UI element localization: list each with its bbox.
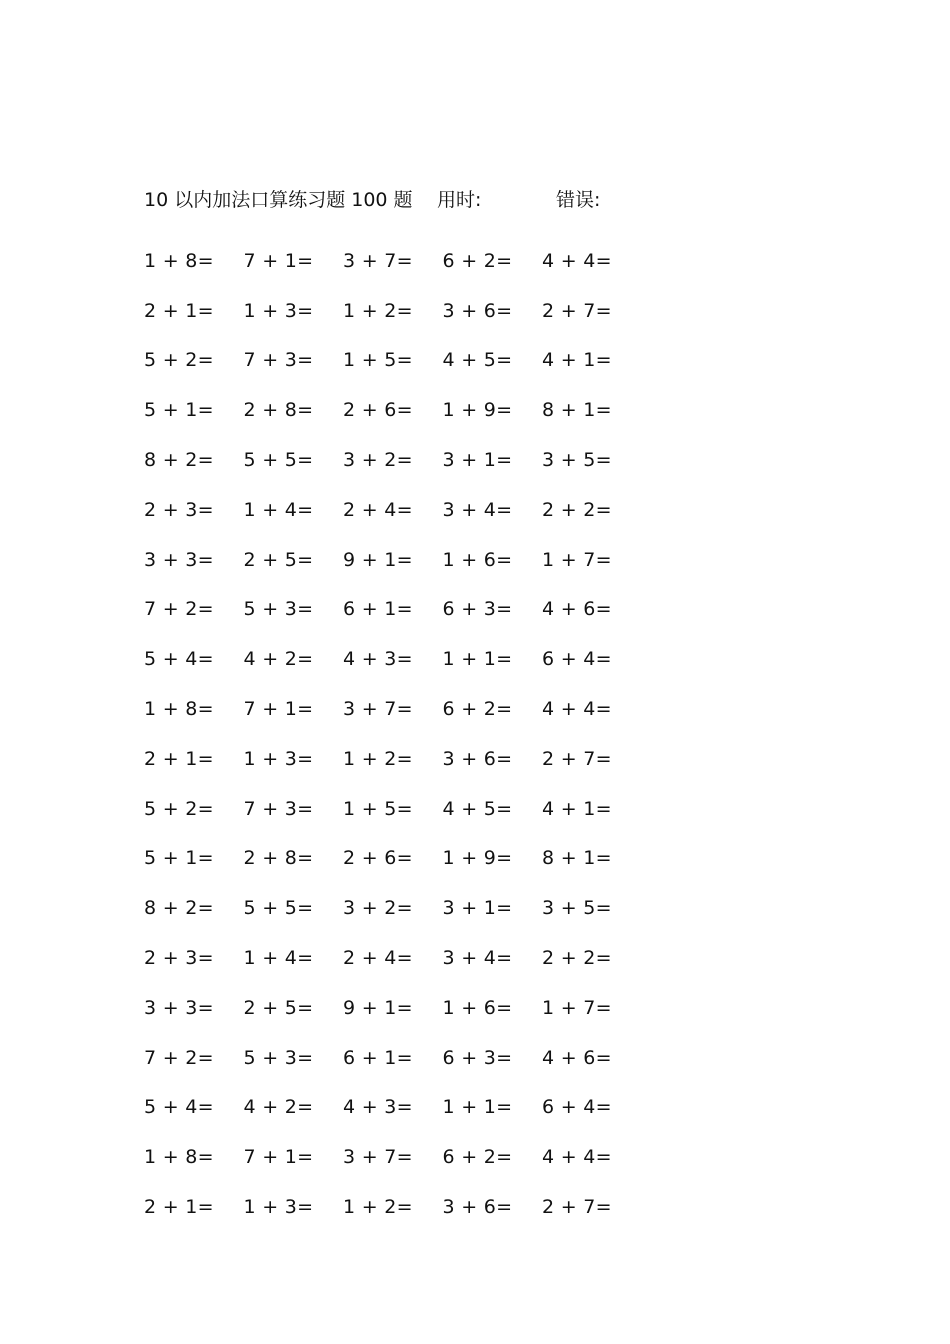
- problem-cell: 9 + 1=: [343, 548, 413, 571]
- problem-cell: 1 + 1=: [442, 1096, 513, 1119]
- problem-cell: 7 + 1=: [243, 1146, 314, 1169]
- problem-cell: 2 + 7=: [542, 747, 612, 770]
- problem-cell: 2 + 4=: [343, 947, 413, 970]
- problem-cell: 2 + 4=: [343, 498, 413, 521]
- problem-cell: 6 + 2=: [442, 249, 513, 272]
- problem-cell: 2 + 6=: [343, 847, 413, 870]
- problem-cell: 3 + 4=: [442, 947, 513, 970]
- problem-cell: 7 + 3=: [243, 349, 314, 372]
- problem-cell: 7 + 1=: [243, 698, 314, 721]
- problem-row: [144, 983, 664, 1033]
- problem-row: [144, 535, 664, 585]
- problem-cell: 2 + 2=: [542, 498, 612, 521]
- problem-cell: 3 + 4=: [442, 498, 513, 521]
- problem-cell: 4 + 1=: [542, 797, 612, 820]
- problem-cell: 5 + 5=: [243, 897, 314, 920]
- problem-cell: 4 + 4=: [542, 249, 612, 272]
- problem-cell: 3 + 2=: [343, 449, 413, 472]
- problem-cell: 6 + 3=: [442, 598, 513, 621]
- worksheet-title: 10 以内加法口算练习题 100 题: [144, 189, 413, 211]
- problem-cell: 3 + 7=: [343, 249, 413, 272]
- problem-cell: 4 + 2=: [243, 1096, 314, 1119]
- errors-label: 错误:: [556, 189, 601, 211]
- problem-cell: 1 + 8=: [144, 1146, 214, 1169]
- problem-cell: 5 + 3=: [243, 1046, 314, 1069]
- problem-cell: 4 + 4=: [542, 1146, 612, 1169]
- problem-cell: 2 + 8=: [243, 847, 314, 870]
- problem-cell: 4 + 3=: [343, 1096, 413, 1119]
- problem-row: [144, 585, 664, 635]
- worksheet-header: [144, 186, 664, 214]
- problem-cell: 1 + 5=: [343, 797, 413, 820]
- problem-cell: 1 + 7=: [542, 996, 612, 1019]
- problem-cell: 3 + 5=: [542, 897, 612, 920]
- problem-cell: 2 + 3=: [144, 498, 214, 521]
- problem-cell: 4 + 6=: [542, 598, 612, 621]
- problem-cell: 6 + 1=: [343, 1046, 413, 1069]
- problem-row: [144, 933, 664, 983]
- problem-cell: 5 + 1=: [144, 847, 214, 870]
- problem-row: [144, 734, 664, 784]
- problem-cell: 2 + 5=: [243, 548, 314, 571]
- problem-cell: 1 + 4=: [243, 498, 314, 521]
- time-label: 用时:: [437, 189, 482, 211]
- problem-cell: 7 + 2=: [144, 598, 214, 621]
- problem-cell: 3 + 6=: [442, 747, 513, 770]
- problem-cell: 3 + 6=: [442, 1196, 513, 1219]
- problem-cell: 2 + 3=: [144, 947, 214, 970]
- problem-cell: 6 + 3=: [442, 1046, 513, 1069]
- problem-cell: 4 + 6=: [542, 1046, 612, 1069]
- problem-row: [144, 1132, 664, 1182]
- problem-cell: 9 + 1=: [343, 996, 413, 1019]
- problem-cell: 1 + 8=: [144, 698, 214, 721]
- problem-cell: 6 + 4=: [542, 648, 612, 671]
- problem-cell: 3 + 3=: [144, 548, 214, 571]
- problem-cell: 4 + 5=: [442, 797, 513, 820]
- problem-cell: 2 + 8=: [243, 399, 314, 422]
- problem-row: [144, 784, 664, 834]
- problem-row: [144, 236, 664, 286]
- problem-cell: 8 + 2=: [144, 897, 214, 920]
- problem-row: [144, 1083, 664, 1133]
- problem-cell: 1 + 9=: [442, 399, 513, 422]
- problem-cell: 1 + 9=: [442, 847, 513, 870]
- problem-cell: 1 + 2=: [343, 747, 413, 770]
- problem-cell: 3 + 7=: [343, 1146, 413, 1169]
- problem-cell: 2 + 1=: [144, 299, 214, 322]
- problem-cell: 4 + 3=: [343, 648, 413, 671]
- problem-row: [144, 684, 664, 734]
- problem-cell: 1 + 6=: [442, 548, 513, 571]
- problem-cell: 5 + 4=: [144, 648, 214, 671]
- problem-row: [144, 336, 664, 386]
- problem-row: [144, 485, 664, 535]
- problem-grid: [144, 236, 664, 1232]
- problem-row: [144, 834, 664, 884]
- problem-cell: 1 + 6=: [442, 996, 513, 1019]
- problem-cell: 2 + 7=: [542, 299, 612, 322]
- problem-cell: 7 + 1=: [243, 249, 314, 272]
- problem-cell: 1 + 3=: [243, 1196, 314, 1219]
- problem-row: [144, 1182, 664, 1232]
- problem-cell: 6 + 4=: [542, 1096, 612, 1119]
- problem-cell: 4 + 2=: [243, 648, 314, 671]
- problem-cell: 1 + 3=: [243, 299, 314, 322]
- problem-cell: 2 + 1=: [144, 1196, 214, 1219]
- problem-cell: 4 + 4=: [542, 698, 612, 721]
- problem-cell: 3 + 5=: [542, 449, 612, 472]
- problem-cell: 1 + 2=: [343, 1196, 413, 1219]
- problem-cell: 3 + 1=: [442, 449, 513, 472]
- problem-cell: 8 + 1=: [542, 847, 612, 870]
- problem-row: [144, 435, 664, 485]
- problem-cell: 2 + 7=: [542, 1196, 612, 1219]
- problem-cell: 3 + 2=: [343, 897, 413, 920]
- problem-cell: 2 + 6=: [343, 399, 413, 422]
- problem-cell: 5 + 2=: [144, 349, 214, 372]
- problem-cell: 3 + 3=: [144, 996, 214, 1019]
- problem-cell: 1 + 2=: [343, 299, 413, 322]
- problem-cell: 3 + 1=: [442, 897, 513, 920]
- problem-cell: 4 + 5=: [442, 349, 513, 372]
- problem-cell: 5 + 5=: [243, 449, 314, 472]
- problem-cell: 6 + 2=: [442, 1146, 513, 1169]
- problem-cell: 1 + 8=: [144, 249, 214, 272]
- problem-cell: 7 + 3=: [243, 797, 314, 820]
- problem-cell: 8 + 1=: [542, 399, 612, 422]
- problem-cell: 2 + 2=: [542, 947, 612, 970]
- problem-row: [144, 385, 664, 435]
- problem-cell: 1 + 3=: [243, 747, 314, 770]
- problem-cell: 7 + 2=: [144, 1046, 214, 1069]
- problem-cell: 5 + 3=: [243, 598, 314, 621]
- problem-cell: 1 + 4=: [243, 947, 314, 970]
- problem-cell: 3 + 6=: [442, 299, 513, 322]
- problem-cell: 6 + 2=: [442, 698, 513, 721]
- problem-cell: 2 + 1=: [144, 747, 214, 770]
- problem-cell: 5 + 2=: [144, 797, 214, 820]
- problem-cell: 6 + 1=: [343, 598, 413, 621]
- problem-row: [144, 883, 664, 933]
- problem-cell: 3 + 7=: [343, 698, 413, 721]
- problem-row: [144, 286, 664, 336]
- problem-cell: 8 + 2=: [144, 449, 214, 472]
- problem-cell: 1 + 5=: [343, 349, 413, 372]
- problem-cell: 1 + 1=: [442, 648, 513, 671]
- problem-cell: 4 + 1=: [542, 349, 612, 372]
- problem-cell: 1 + 7=: [542, 548, 612, 571]
- problem-row: [144, 1033, 664, 1083]
- problem-cell: 5 + 1=: [144, 399, 214, 422]
- problem-row: [144, 634, 664, 684]
- problem-cell: 5 + 4=: [144, 1096, 214, 1119]
- problem-cell: 2 + 5=: [243, 996, 314, 1019]
